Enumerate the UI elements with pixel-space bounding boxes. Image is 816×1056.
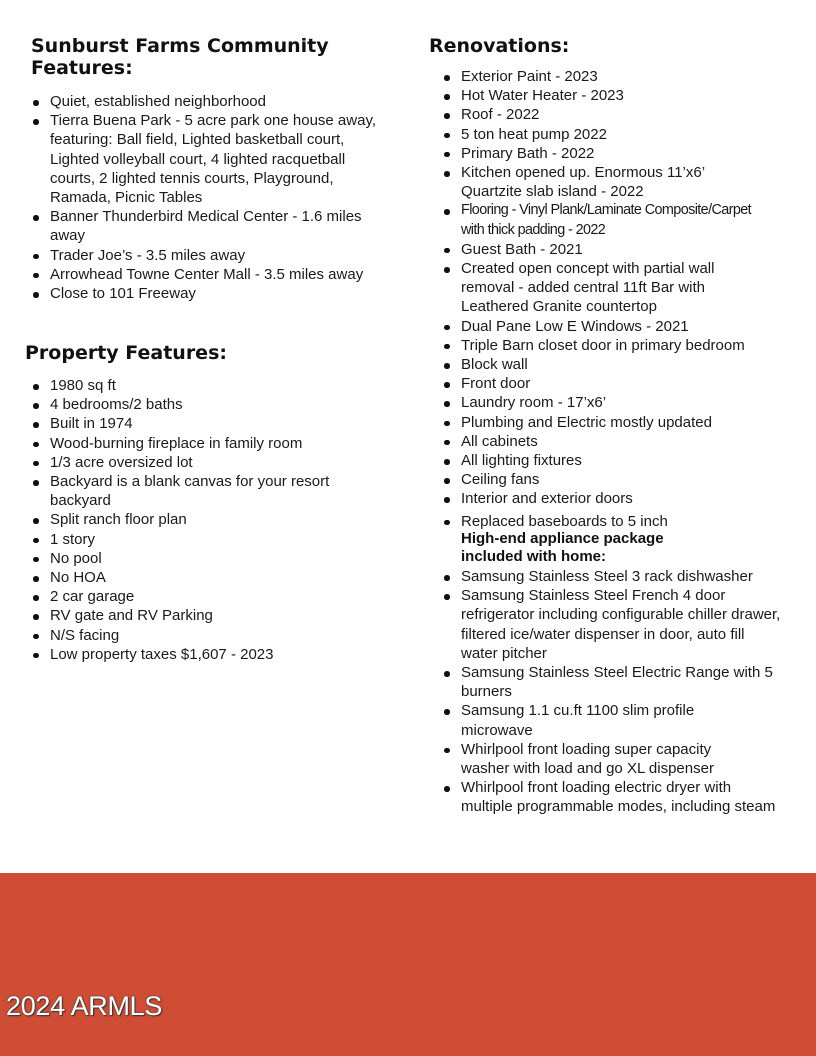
list-item: Front door (442, 374, 782, 393)
renovations-heading: Renovations: (429, 35, 570, 57)
list-item: Built in 1974 (31, 414, 391, 433)
list-item: All lighting fixtures (442, 451, 782, 470)
list-item: Banner Thunderbird Medical Center - 1.6 miles away (31, 207, 391, 245)
list-item: No pool (31, 549, 391, 568)
list-item: Ceiling fans (442, 470, 782, 489)
list-item: Backyard is a blank canvas for your resort backyard (31, 472, 391, 510)
property-features-list (31, 376, 391, 664)
list-item: Split ranch floor plan (31, 510, 391, 529)
copyright-text: 2024 ARMLS (6, 991, 163, 1021)
list-item: 1980 sq ft (31, 376, 391, 395)
list-item: Replaced baseboards to 5 inch (442, 512, 782, 531)
list-item: Block wall (442, 355, 782, 374)
list-item: N/S facing (31, 626, 391, 645)
list-item: Guest Bath - 2021 (442, 240, 782, 259)
list-item: Roof - 2022 (442, 105, 782, 124)
list-item: Trader Joe’s - 3.5 miles away (31, 246, 391, 265)
list-item: 5 ton heat pump 2022 (442, 125, 782, 144)
list-item: Flooring - Vinyl Plank/Laminate Composite/Carpet with thick padding - 2022 (442, 201, 782, 239)
list-item: Samsung Stainless Steel Electric Range with 5 burners (442, 663, 782, 701)
list-item: Close to 101 Freeway (31, 284, 391, 303)
list-item: Laundry room - 17’x6’ (442, 393, 782, 412)
appliances-list (442, 567, 782, 817)
list-item: Dual Pane Low E Windows - 2021 (442, 317, 782, 336)
renovations-list (442, 67, 782, 531)
list-item: 1 story (31, 530, 391, 549)
list-item: No HOA (31, 568, 391, 587)
list-item: Triple Barn closet door in primary bedroom (442, 336, 782, 355)
list-item: Hot Water Heater - 2023 (442, 86, 782, 105)
list-item: Tierra Buena Park - 5 acre park one house away, featuring: Ball field, Lighted basketball court, Lighted volleyball court, 4 lighted racquetball courts, 2 lighted tennis courts, Playground, Ramada, Picnic Tables (31, 111, 391, 207)
list-item: Samsung 1.1 cu.ft 1100 slim profile microwave (442, 701, 782, 739)
list-item: Primary Bath - 2022 (442, 144, 782, 163)
list-item: Whirlpool front loading electric dryer with multiple programmable modes, including steam (442, 778, 782, 816)
list-item: Samsung Stainless Steel 3 rack dishwasher (442, 567, 782, 586)
community-features-heading: Sunburst Farms Community Features: (31, 35, 329, 79)
list-item: Arrowhead Towne Center Mall - 3.5 miles away (31, 265, 391, 284)
list-item: Plumbing and Electric mostly updated (442, 413, 782, 432)
list-item: 2 car garage (31, 587, 391, 606)
list-item: 1/3 acre oversized lot (31, 453, 391, 472)
list-item: RV gate and RV Parking (31, 606, 391, 625)
list-item: Wood-burning fireplace in family room (31, 434, 391, 453)
list-item: Kitchen opened up. Enormous 11’x6’ Quartzite slab island - 2022 (442, 163, 782, 201)
list-item: Quiet, established neighborhood (31, 92, 391, 111)
list-item: Samsung Stainless Steel French 4 door refrigerator including configurable chiller drawer, filtered ice/water dispenser in door, auto fill water pitcher (442, 586, 782, 663)
list-item: Whirlpool front loading super capacity washer with load and go XL dispenser (442, 740, 782, 778)
list-item: Interior and exterior doors (442, 489, 782, 508)
list-item: Low property taxes $1,607 - 2023 (31, 645, 391, 664)
appliance-package-heading: High-end appliance package included with home: (461, 530, 664, 565)
list-item: 4 bedrooms/2 baths (31, 395, 391, 414)
community-features-list (31, 92, 391, 303)
list-item: Exterior Paint - 2023 (442, 67, 782, 86)
list-item: Created open concept with partial wall removal - added central 11ft Bar with Leathered Granite countertop (442, 259, 782, 317)
footer-band (0, 873, 816, 1056)
list-item: All cabinets (442, 432, 782, 451)
property-features-heading: Property Features: (25, 342, 227, 364)
